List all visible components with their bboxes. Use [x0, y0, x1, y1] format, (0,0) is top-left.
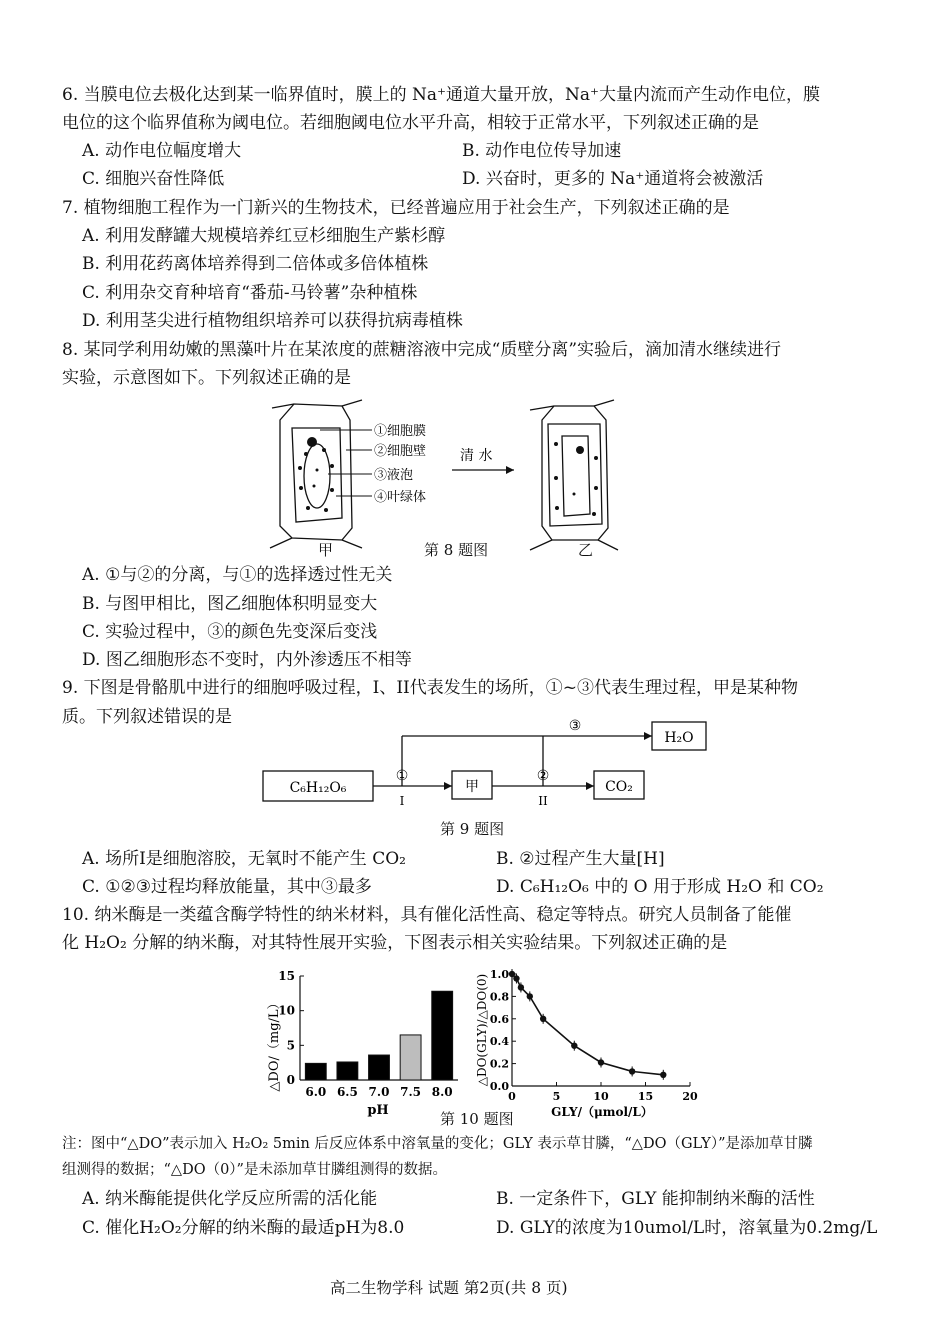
q9-stem-line1: 9. 下图是骨骼肌中进行的细胞呼吸过程，I、II代表发生的场所，①~③代表生理过程，甲是某种物 [62, 678, 799, 698]
label-vacuole: ③液泡 [374, 468, 414, 483]
q9-option-c: C. ①②③过程均释放能量，其中③最多 [82, 877, 372, 897]
bar-chart-ylabel: △DO/（mg/L） [267, 996, 282, 1092]
box-h2o-label: H₂O [664, 730, 694, 746]
cell-yi [530, 400, 618, 550]
bar-x-tick-label: 6.5 [336, 1085, 358, 1099]
arrow-label: 清 水 [460, 448, 493, 464]
line-y-tick-label: 0.0 [489, 1080, 509, 1093]
line-x-tick-label: 15 [637, 1090, 654, 1103]
q7-option-b: B. 利用花药离体培养得到二倍体或多倍体植株 [82, 254, 429, 274]
bar-6.5 [337, 1062, 358, 1080]
data-point [571, 1042, 577, 1048]
box-jia-label: 甲 [465, 779, 479, 795]
chloroplast-dots-yi [554, 442, 598, 516]
line-x-tick-label: 10 [593, 1090, 609, 1103]
q8-stem-line2: 实验，示意图如下。下列叙述正确的是 [62, 368, 351, 388]
q6-stem-line2: 电位的这个临界值称为阈电位。若细胞阈电位水平升高，相较于正常水平，下列叙述正确的是 [62, 113, 759, 133]
arrow-to-jia-icon [444, 782, 452, 790]
q10-option-b: B. 一定条件下，GLY 能抑制纳米酶的活性 [496, 1189, 815, 1209]
q9-stem-line2: 质。下列叙述错误的是 [62, 707, 232, 727]
line-x-tick-label: 20 [682, 1090, 698, 1103]
q10-note-line2: 组测得的数据；“△DO（0）”是未添加草甘膦组测得的数据。 [62, 1162, 447, 1178]
site-1: I [399, 794, 405, 808]
q8-option-c: C. 实验过程中，③的颜色先变深后变浅 [82, 622, 378, 642]
mark-3: ③ [568, 718, 582, 734]
bar-y-tick-label: 15 [278, 969, 295, 983]
bar-x-tick-label: 7.0 [368, 1085, 390, 1099]
bar-y-tick-label: 10 [278, 1003, 295, 1018]
line-x-tick-label: 5 [552, 1090, 561, 1103]
q9-option-d: D. C₆H₁₂O₆ 中的 O 用于形成 H₂O 和 CO₂ [496, 877, 824, 897]
bar-y-tick-label: 0 [286, 1073, 295, 1087]
q7-stem: 7. 植物细胞工程作为一门新兴的生物技术，已经普遍应用于社会生产，下列叙述正确的是 [62, 198, 730, 218]
bar-y-tick-label: 5 [286, 1038, 295, 1053]
bar-8.0 [432, 991, 453, 1080]
bar-7.5 [400, 1035, 421, 1080]
page-footer: 高二生物学科 试题 第2页(共 8 页) [330, 1279, 568, 1297]
data-point [598, 1059, 604, 1065]
q8-stem-line1: 8. 某同学利用幼嫩的黑藻叶片在某浓度的蔗糖溶液中完成“质壁分离”实验后，滴加清水继续进行 [62, 340, 782, 360]
q7-option-d: D. 利用茎尖进行植物组织培养可以获得抗病毒植株 [82, 311, 463, 331]
q10-option-c: C. 催化H₂O₂分解的纳米酶的最适pH为8.0 [82, 1218, 405, 1238]
bar-6.0 [305, 1063, 326, 1080]
arrow-icon [506, 466, 514, 474]
q9-option-b: B. ②过程产生大量[H] [496, 849, 665, 869]
arrow-to-h2o-icon [644, 732, 652, 740]
q9-figure [255, 712, 715, 810]
label-cell-wall: ②细胞壁 [374, 444, 427, 459]
q6-option-a: A. 动作电位幅度增大 [82, 141, 242, 161]
bar-x-tick-label: 7.5 [400, 1085, 422, 1099]
mark-1: ① [395, 768, 409, 784]
q10-note-line1: 注：图中“△DO”表示加入 H₂O₂ 5min 后反应体系中溶氧量的变化；GLY 表示草甘膦，“△DO（GLY）”是添加草甘膦 [62, 1136, 813, 1152]
label-membrane: ①细胞膜 [374, 424, 427, 439]
arrow-to-co2-icon [586, 782, 594, 790]
mark-2: ② [536, 768, 550, 784]
q9-option-a: A. 场所I是细胞溶胶，无氧时不能产生 CO₂ [82, 849, 406, 869]
q10-stem-line1: 10. 纳米酶是一类蕴含酶学特性的纳米材料，具有催化活性高、稳定等特点。研究人员制备了能催 [62, 905, 792, 925]
q8-label-yi: 乙 [578, 541, 594, 559]
line-series [512, 974, 663, 1075]
data-point [660, 1072, 666, 1078]
line-y-tick-label: 0.6 [489, 1012, 509, 1026]
data-point [540, 1016, 546, 1022]
q9-caption: 第 9 题图 [440, 820, 505, 838]
q6-option-d: D. 兴奋时，更多的 Na⁺通道将会被激活 [462, 169, 764, 189]
data-point [527, 993, 533, 999]
q6-option-b: B. 动作电位传导加速 [462, 141, 622, 161]
q7-option-a: A. 利用发酵罐大规模培养红豆杉细胞生产紫杉醇 [82, 226, 446, 246]
site-2: II [538, 794, 548, 808]
line-chart-xlabel: GLY/（μmol/L） [551, 1105, 653, 1119]
bar-x-tick-label: 8.0 [431, 1085, 453, 1099]
q6-option-c: C. 细胞兴奋性降低 [82, 169, 225, 189]
box-co2-label: CO₂ [605, 779, 633, 795]
bar-chart-xlabel: pH [367, 1103, 389, 1118]
data-point [518, 984, 524, 990]
line-x-tick-label: 0 [508, 1090, 516, 1103]
q8-option-d: D. 图乙细胞形态不变时，内外渗透压不相等 [82, 650, 412, 670]
q8-label-jia: 甲 [318, 541, 334, 559]
q10-stem-line2: 化 H₂O₂ 分解的纳米酶，对其特性展开实验，下图表示相关实验结果。下列叙述正确的是 [62, 933, 728, 953]
q10-bar-chart [258, 968, 468, 1118]
label-chloroplast: ④叶绿体 [374, 490, 427, 505]
q10-option-a: A. 纳米酶能提供化学反应所需的活化能 [82, 1189, 378, 1209]
bar-x-tick-label: 6.0 [305, 1085, 327, 1099]
q10-option-d: D. GLY的浓度为10umol/L时，溶氧量为0.2mg/L [496, 1218, 878, 1238]
bar-7.0 [369, 1055, 390, 1080]
q8-option-a: A. ①与②的分离，与①的选择透过性无关 [82, 565, 393, 585]
q8-caption: 第 8 题图 [424, 541, 489, 559]
line-chart-ylabel: △DO(GLY)/△DO(0) [475, 973, 489, 1087]
q10-line-chart [472, 964, 704, 1122]
line-y-tick-label: 1.0 [489, 968, 509, 981]
q6-stem-line1: 6. 当膜电位去极化达到某一临界值时，膜上的 Na⁺通道大量开放，Na⁺大量内流而产生动作电位，膜 [62, 85, 820, 105]
box-glucose-label: C₆H₁₂O₆ [289, 780, 347, 796]
data-point [513, 975, 519, 981]
data-point [629, 1068, 635, 1074]
line-y-tick-label: 0.4 [489, 1035, 509, 1049]
q8-option-b: B. 与图甲相比，图乙细胞体积明显变大 [82, 594, 378, 614]
q8-figure [262, 398, 632, 558]
q10-caption: 第 10 题图 [440, 1110, 514, 1128]
q7-option-c: C. 利用杂交育种培育“番茄-马铃薯”杂种植株 [82, 283, 418, 303]
line-y-tick-label: 0.8 [489, 990, 509, 1004]
line-y-tick-label: 0.2 [489, 1057, 509, 1071]
